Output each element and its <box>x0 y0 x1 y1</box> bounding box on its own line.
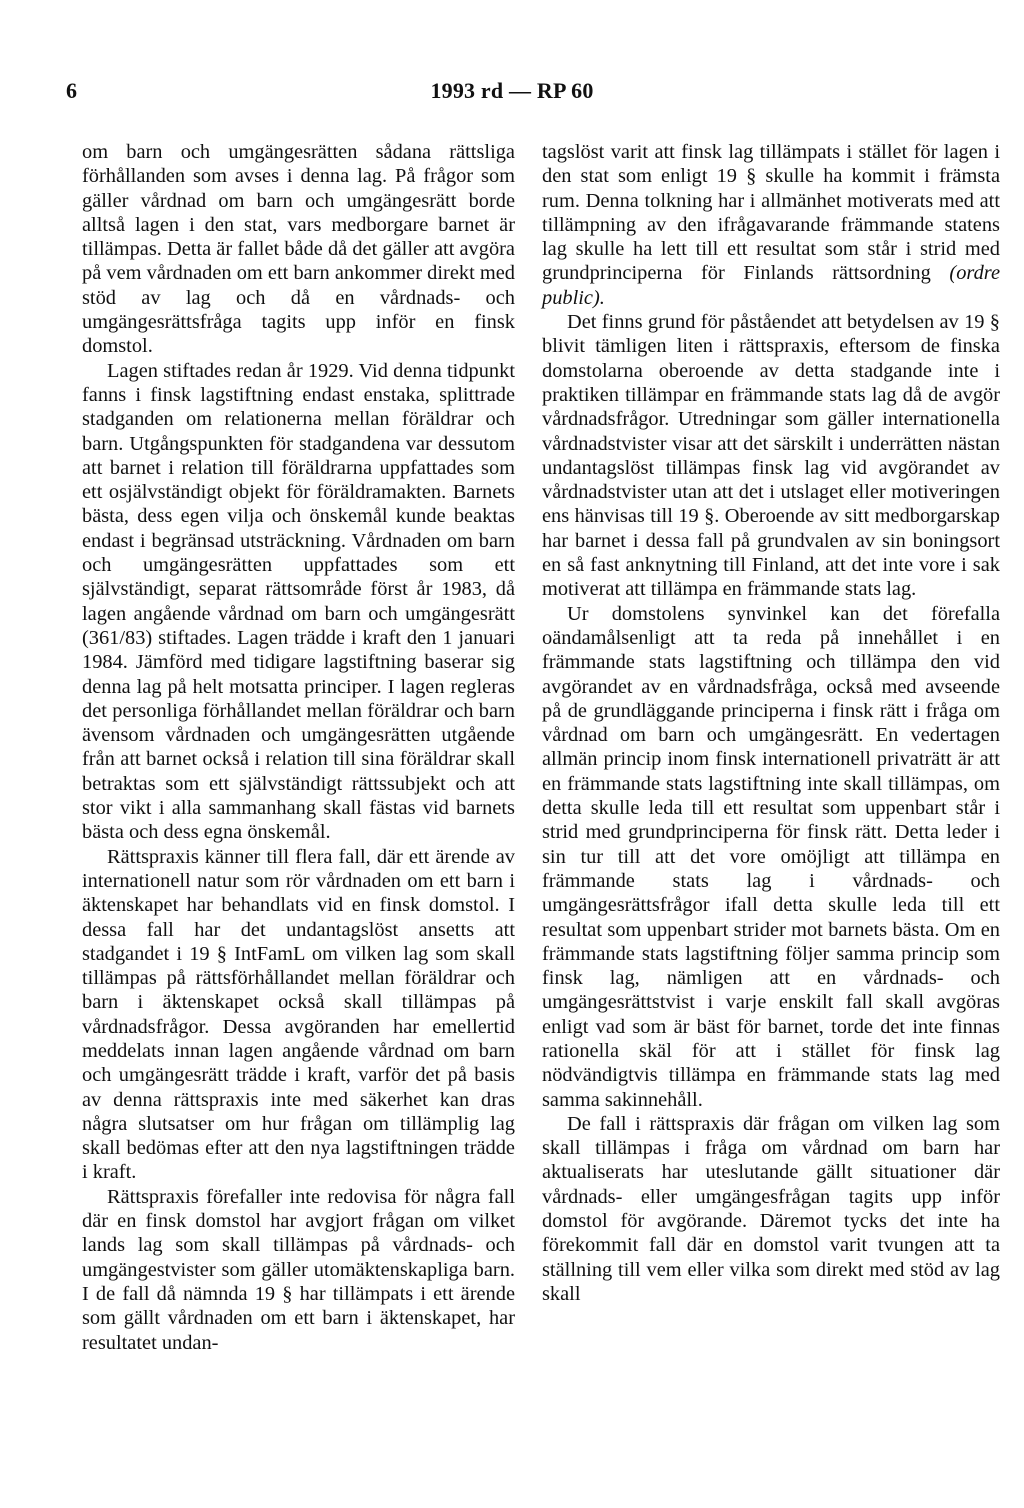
paragraph: om barn och umgängesrätten sådana rättsliga förhållanden som avses i denna lag. På frågor som gäller vårdnad om barn och umgängesrätt borde alltså lagen i den stat, vars medborgare barnet är tillämpas. Detta är fallet både då det gäller att avgöra på vem vårdnaden om ett barn ankommer direkt med stöd av lag och då en vårdnads- och umgängesrättsfråga tagits upp inför en finsk domstol. <box>82 141 515 358</box>
paragraph: De fall i rättspraxis där frågan om vilken lag som skall tillämpas i fråga om vårdnad om barn har aktualiserats har uteslutande gällt situationer där vårdnads- eller umgängesfrågan tagits upp inför domstol för avgörande. Däremot tycks det inte ha förekommit fall där en domstol varit tvungen att ta ställning till vem eller vilka som direkt med stöd av lag skall <box>542 1112 1000 1305</box>
paragraph: Rättspraxis förefaller inte redovisa för några fall där en finsk domstol har avgjort frågan om vilket lands lag som skall tillämpas på vårdnads- och umgängestvister som gäller utomäktenskapliga barn. I de fall då nämnda 19 § har tillämpats i ett ärende som gällt vårdnaden om ett barn i äktenskapet, har resultatet undan- <box>82 1185 515 1354</box>
paragraph: Ur domstolens synvinkel kan det förefalla oändamålsenligt att ta reda på innehållet i en främmande stats lagstiftning och tillämpa den vid avgörandet av en vårdnadsfråga, också med avseende på de grundläggande principerna i finsk rätt i fråga om vårdnad om barn och umgängesrätt. En vedertagen allmän princip inom finsk internationell privaträtt är att en främmande stats lagstiftning inte skall tillämpas, om detta skulle leda till ett resultat som uppenbart står i strid med grundprinciperna för finsk rätt. Detta leder i sin tur till att det vore omöjligt att tillämpa en främmande stats lag i vårdnads- och umgängesrättsfrågor ifall detta skulle leda till ett resultat som uppenbart strider mot barnets bästa. Om en främmande stats lagstiftning följer samma princip som finsk lag, nämligen att en vårdnads- och umgängesrättstvist i varje enskilt fall skall avgöras enligt vad som är bäst för barnet, torde det inte finnas rationella skäl för att i stället för finsk lag nödvändigtvis tillämpa en främmande stats lag med samma sakinnehåll. <box>542 602 1000 1111</box>
paragraph: Det finns grund för påståendet att betydelsen av 19 § blivit tämligen liten i rättspraxis, eftersom de finska domstolarna oberoende av detta stadgande inte i praktiken tillämpar en främmande stats lag då de avgör vårdnadsfrågor. Utredningar som gäller internationella vårdnadstvister visar att det särskilt i underrätten nästan undantagslöst tillämpas finsk lag vid avgörandet av vårdnadstvister utan att det i utslaget eller motiveringen ens hänvisas till 19 §. Oberoende av sitt medborgarskap har barnet i dessa fall på grundvalen av sin boningsort en så fast anknytning till Finland, att det inte vore i sak motiverat att tillämpa en främmande stats lag. <box>542 311 1000 601</box>
running-head: 1993 rd — RP 60 <box>430 78 594 103</box>
page-number: 6 <box>66 78 77 103</box>
paragraph <box>542 140 1000 310</box>
left-column <box>82 140 515 1355</box>
latin-term: (ordre public). <box>542 262 1000 309</box>
paragraph: Lagen stiftades redan år 1929. Vid denna tidpunkt fanns i finsk lagstiftning endast enstaka, splittrade stadganden om relationerna mellan föräldrar och barn. Utgångspunkten för stadgandena var dessutom att barnet i relation till föräldrarna uppfattades som ett osjälvständigt objekt för föräldramakten. Barnets bästa, dess egen vilja och önskemål kunde beaktas endast i begränsad utsträckning. Vårdnaden om barn och umgängesrätten uppfattades som ett självständigt, separat rättsområde först år 1983, då lagen angående vårdnad om barn och umgängesrätt (361/83) stiftades. Lagen trädde i kraft den 1 januari 1984. Jämförd med tidigare lagstiftning baserar sig denna lag på helt motsatta principer. I lagen regleras det personliga förhållandet mellan föräldrar och barn ävensom vårdnaden och umgängesrätten utgående från att barnet också i relation till sina föräldrar skall betraktas som ett självständigt rättssubjekt och att stor vikt i alla sammanhang skall fästas vid barnets bästa och dess egna önskemål. <box>82 359 515 844</box>
paragraph-text: tagslöst varit att finsk lag tillämpats i stället för lagen i den stat som enligt 19 § skulle ha kommit i främsta rum. Denna tolkning har i allmänhet motiverats med att tillämpning av den ifrågavarande främmande statens lag skulle ha lett till ett resultat som står i strid med grundprinciperna för Finlands rättsordning <box>542 141 1000 285</box>
right-column <box>542 140 1000 1306</box>
paragraph: Rättspraxis känner till flera fall, där ett ärende av internationell natur som rör vårdnaden om ett barn i äktenskapet har behandlats vid en finsk domstol. I dessa fall har det undantagslöst ansetts att stadgandet i 19 § IntFamL om vilken lag som skall tillämpas på rättsförhållandet mellan föräldrar och barn i äktenskapet också skall tillämpas på vårdnadsfrågor. Dessa avgöranden har emellertid meddelats innan lagen angående vårdnad om barn och umgängesrätt trädde i kraft, varför det på basis av denna rättspraxis inte med säkerhet kan dras några slutsatser om hur frågan om tillämplig lag skall bedömas efter att den nya lagstiftningen trädde i kraft. <box>82 845 515 1184</box>
